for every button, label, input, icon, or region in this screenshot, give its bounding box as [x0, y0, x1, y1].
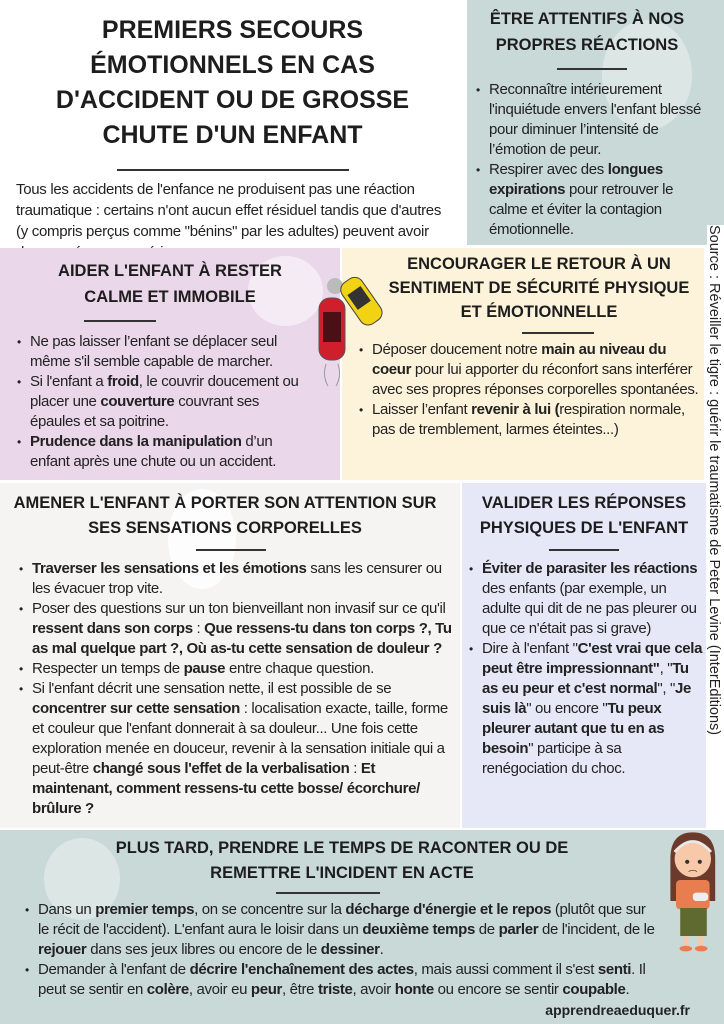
text: Dans un [38, 901, 96, 918]
yellow-car-illustration [342, 272, 382, 332]
bullet-item [16, 559, 454, 599]
website-label: apprendreaeduquer.fr [545, 1002, 690, 1018]
bold-text: Que ressens-tu dans ton corps ?, Tu as mal quelque part ?, Où as-tu cette sensation de douleur ? [32, 620, 452, 657]
text: Poser des questions sur un ton bienveillant non invasif sur ce qu'il [32, 600, 446, 617]
text: , on se concentre sur la [194, 901, 346, 918]
intro-text: Tous les accidents de l'enfance ne produisent pas une réaction traumatique : certains n'ont aucun effet résiduel tandis que d'autres (y compris perçus comme "bénins" par les adultes) peuvent avoir [16, 181, 442, 240]
text: , le couvrir doucement ou placer une [30, 373, 299, 410]
section-attentifs [467, 0, 707, 245]
bold-text: dessiner [320, 941, 380, 958]
bullet-item [14, 432, 310, 472]
section-securite [342, 248, 704, 480]
text: . [625, 981, 630, 998]
bold-text: Traverser les sensations et les émotions [32, 560, 307, 577]
bold-text: main au niveau du coeur [372, 341, 667, 378]
bold-text: premier temps [95, 901, 195, 918]
text: dans ses jeux libres ou encore de le [86, 941, 321, 958]
bullet-item [466, 559, 704, 639]
text: " ou encore " [526, 700, 608, 717]
bullet-item [22, 900, 656, 960]
text: entre chaque question. [225, 660, 374, 677]
bold-text: concentrer sur cette sensation [32, 700, 240, 717]
bold-text: honte [394, 981, 434, 998]
bold-text: changé sous l'effet de la verbalisation [92, 760, 350, 777]
text: Ne pas laisser l’enfant se déplacer seul même s'il semble capable de marcher. [30, 333, 277, 370]
text: , avoir [352, 981, 395, 998]
bold-text: ressent dans son corps [32, 620, 193, 637]
text: Déposer doucement notre [372, 341, 542, 358]
text: Si l'enfant décrit une sensation nette, il est possible de se [32, 680, 392, 697]
text: Dire à l'enfant " [482, 640, 578, 657]
text: . Il peut se sentir en [38, 961, 646, 998]
title-line: ÉMOTIONNELS EN CAS [90, 51, 375, 79]
bold-text: C'est vrai que cela peut être impressionnant" [482, 640, 703, 677]
bullet-item [473, 80, 703, 160]
section-heading: PLUS TARD, PRENDRE LE TEMPS DE RACONTER OU DE REMETTRE L'INCIDENT EN ACTE [115, 839, 569, 882]
bullet-item [16, 659, 454, 679]
bullet-list [342, 334, 704, 440]
attentifs-bg-extension [707, 0, 724, 225]
bold-text: senti [597, 961, 632, 978]
bullet-list [467, 70, 707, 240]
section-heading: AIDER L'ENFANT À RESTER CALME ET IMMOBILE [58, 262, 282, 306]
text: , " [659, 660, 673, 677]
bullet-list [0, 322, 340, 472]
text: Demander à l'enfant de [38, 961, 190, 978]
bullet-item [22, 960, 656, 1000]
bullet-item [356, 400, 700, 440]
bold-text: Éviter de parasiter les réactions [482, 560, 698, 577]
bold-text: parler [498, 921, 539, 938]
page-title [0, 13, 465, 153]
text: de l'incident, de le [538, 921, 655, 938]
text: pour lui apporter du réconfort sans interférer avec ses propres réponses corporelles spontanées. [372, 361, 699, 398]
title-section [0, 0, 465, 245]
bold-text: pause [183, 660, 226, 677]
text: (plutôt que sur le récit de l'accident). L'enfant aura le loisir dans un [38, 901, 646, 938]
text: Respecter un temps de [32, 660, 184, 677]
bold-text: Prudence dans la manipulation [30, 433, 242, 450]
text: Si l'enfant a [30, 373, 108, 390]
text: des enfants (par exemple, un adulte qui dit de ne pas pleurer ou que ce n'était pas si grave) [482, 580, 697, 637]
text: respiration normale, pas de tremblement, larmes éteintes...) [372, 401, 685, 438]
text: pour retrouver le calme et éviter la contagion émotionnelle. [489, 181, 674, 238]
bold-text: colère [146, 981, 189, 998]
text: d’un enfant après une chute ou un accident. [30, 433, 277, 470]
title-line: CHUTE D'UN ENFANT [102, 121, 363, 149]
section-heading: VALIDER LES RÉPONSES PHYSIQUES DE L'ENFANT [479, 494, 689, 537]
text: Laisser l’enfant [372, 401, 472, 418]
section-plus-tard [0, 830, 724, 1024]
bullet-item [473, 160, 703, 240]
bold-text: couverture [100, 393, 175, 410]
text: : localisation exacte, taille, forme et couleur que l'enfant donnerait à sa douleur... Une fois cette exploration menée en douceur, revenir à la sensation initiale qui a peut-être [32, 700, 448, 777]
bullet-item [16, 679, 454, 819]
title-line: D'ACCIDENT OU DE GROSSE [55, 86, 410, 114]
bold-text: décharge d'énergie et le repos [345, 901, 552, 918]
text: . [379, 941, 384, 958]
bold-text: triste [317, 981, 353, 998]
text: de [474, 921, 499, 938]
section-calme [0, 248, 340, 480]
bold-text: décrire l'enchaînement des actes [189, 961, 414, 978]
bold-text: froid [107, 373, 139, 390]
text: : [349, 760, 361, 777]
text: " participe à sa renégociation du choc. [482, 740, 626, 777]
bullet-item [466, 639, 704, 779]
text: , être [282, 981, 318, 998]
title-line: PREMIERS SECOURS [101, 16, 364, 44]
section-heading: ENCOURAGER LE RETOUR À UN SENTIMENT DE SÉCURITÉ PHYSIQUE ET ÉMOTIONNELLE [388, 255, 690, 321]
bold-text: Je suis là [482, 680, 691, 717]
bold-text: coupable [562, 981, 626, 998]
bullet-item [356, 340, 700, 400]
text: ou encore se sentir [433, 981, 563, 998]
section-heading: ÊTRE ATTENTIFS À NOS PROPRES RÉACTIONS [489, 10, 685, 54]
bullet-list [0, 551, 460, 819]
bold-text: deuxième temps [362, 921, 475, 938]
bold-text: Tu peux pleurer autant que tu en as besoin [482, 700, 665, 757]
section-sensations [0, 483, 460, 828]
bold-text: Tu as eu peur et c'est normal [482, 660, 689, 697]
text: : [192, 620, 205, 637]
bold-text: peur [250, 981, 283, 998]
bold-text: revenir à lui ( [471, 401, 560, 418]
injured-child-illustration [662, 831, 718, 957]
text: , avoir eu [188, 981, 251, 998]
bullet-item [14, 332, 310, 372]
text: sans les censurer ou les évacuer trop vite. [32, 560, 442, 597]
bold-text: Et maintenant, comment ressens-tu cette bosse/ écorchure/ brûlure ? [32, 760, 420, 817]
bullet-item [14, 372, 310, 432]
bullet-list [462, 551, 706, 779]
section-heading: AMENER L'ENFANT À PORTER SON ATTENTION SUR SES SENSATIONS CORPORELLES [13, 494, 437, 537]
bold-text: rejouer [38, 941, 87, 958]
text: Respirer avec des [489, 161, 608, 178]
bullet-list [0, 894, 724, 1000]
source-citation: Source : Réveiller le tigre : guérir le traumatisme de Peter Levine (InterEditions) [706, 225, 722, 736]
bullet-item [16, 599, 454, 659]
text: , mais aussi comment il s'est [413, 961, 598, 978]
text: Reconnaître intérieurement l'inquiétude envers l'enfant blessé pour diminuer l’intensité de l’émotion de peur. [489, 81, 701, 158]
section-valider [462, 483, 706, 828]
text: couvrant ses épaules et sa poitrine. [30, 393, 260, 430]
text: ", " [657, 680, 675, 697]
bold-text: longues expirations [489, 161, 663, 198]
